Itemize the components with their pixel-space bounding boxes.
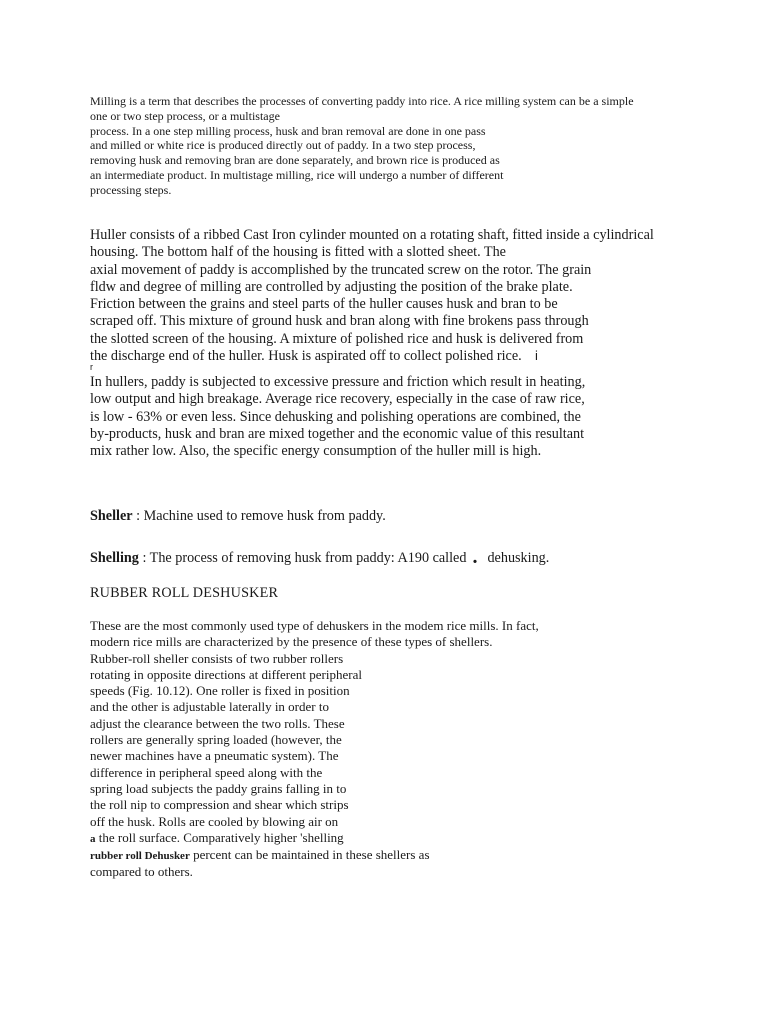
intro-paragraph	[90, 94, 634, 198]
text-line: and the other is adjustable laterally in order to	[90, 699, 329, 715]
text-line: speeds (Fig. 10.12). One roller is fixed in position	[90, 683, 350, 699]
text-line: These are the most commonly used type of dehuskers in the modem rice mills. In fact,	[90, 618, 539, 633]
definition-text: : Machine used to remove husk from paddy.	[132, 508, 386, 524]
rubber-roll-paragraph	[90, 618, 539, 881]
definition-text-tail: dehusking.	[487, 550, 550, 566]
stray-mark: i	[535, 348, 538, 363]
text-line: rollers are generally spring loaded (however, the	[90, 732, 342, 748]
text-line-with-caption	[90, 847, 539, 864]
text-line: the slotted screen of the housing. A mixture of polished rice and husk is delivered from	[90, 330, 584, 347]
text-line: In hullers, paddy is subjected to excessive pressure and friction which result in heating,	[90, 374, 586, 390]
text-fragment: percent can be maintained in these shellers as	[189, 847, 430, 863]
text-line: low output and high breakage. Average rice recovery, especially in the case of raw rice,	[90, 391, 585, 408]
definition-term: Sheller	[90, 508, 133, 524]
text-line: rotating in opposite directions at different peripheral	[90, 666, 362, 682]
section-heading: RUBBER ROLL DESHUSKER	[90, 585, 279, 601]
text-line: Huller consists of a ribbed Cast Iron cylinder mounted on a rotating shaft, fitted inside a cylindrical	[90, 227, 654, 243]
text-fragment: the roll surface. Comparatively higher 'shelling	[95, 829, 344, 845]
text-line: Milling is a term that describes the processes of converting paddy into rice. A rice milling system can be a simple	[90, 94, 634, 108]
text-line: the discharge end of the huller. Husk is aspirated off to collect polished rice.	[90, 348, 522, 365]
text-line: spring load subjects the paddy grains falling in to	[90, 780, 347, 796]
text-line: off the husk. Rolls are cooled by blowing air on	[90, 813, 339, 829]
text-line-with-caption	[90, 830, 539, 847]
definition-text: : The process of removing husk from paddy: A190 called	[138, 550, 467, 566]
text-line: fldw and degree of milling are controlled by adjusting the position of the brake plate.	[90, 278, 573, 295]
huller-issues-paragraph	[90, 374, 585, 460]
text-line: Friction between the grains and steel parts of the huller causes husk and bran to be	[90, 296, 558, 313]
figure-caption-letter: a	[90, 832, 96, 845]
text-line: newer machines have a pneumatic system). The	[90, 748, 339, 764]
figure-caption-label: rubber roll Dehusker	[90, 850, 190, 863]
text-line: scraped off. This mixture of ground husk and bran along with fine brokens pass through	[90, 313, 589, 330]
text-line: by-products, husk and bran are mixed together and the economic value of this resultant	[90, 425, 585, 442]
text-line: an intermediate product. In multistage milling, rice will undergo a number of different	[90, 167, 504, 182]
definition-term: Shelling	[90, 550, 139, 566]
text-line: compared to others.	[90, 864, 193, 880]
text-line: adjust the clearance between the two rolls. These	[90, 715, 345, 731]
text-line: difference in peripheral speed along with the	[90, 764, 323, 780]
huller-paragraph	[90, 227, 654, 365]
text-line: one or two step process, or a multistage	[90, 108, 280, 123]
sheller-definition	[90, 508, 386, 525]
text-line: processing steps.	[90, 182, 172, 197]
text-line: housing. The bottom half of the housing is fitted with a slotted sheet. The	[90, 244, 506, 261]
text-line: is low - 63% or even less. Since dehusking and polishing operations are combined, the	[90, 408, 581, 425]
text-line: mix rather low. Also, the specific energy consumption of the huller mill is high.	[90, 443, 542, 460]
text-line: Rubber-roll sheller consists of two rubber rollers	[90, 650, 344, 666]
text-line: axial movement of paddy is accomplished by the truncated screw on the rotor. The grain	[90, 261, 592, 278]
shelling-definition	[90, 545, 549, 568]
text-line: modern rice mills are characterized by the presence of these types of shellers.	[90, 634, 493, 650]
text-line: removing husk and removing bran are done separately, and brown rice is produced as	[90, 153, 500, 168]
text-line: and milled or white rice is produced directly out of paddy. In a two step process,	[90, 138, 476, 153]
text-line: the roll nip to compression and shear which strips	[90, 797, 349, 813]
stray-dot: .	[472, 546, 478, 568]
stray-mark: r	[90, 362, 93, 372]
text-line: process. In a one step milling process, husk and bran removal are done in one pass	[90, 123, 486, 138]
